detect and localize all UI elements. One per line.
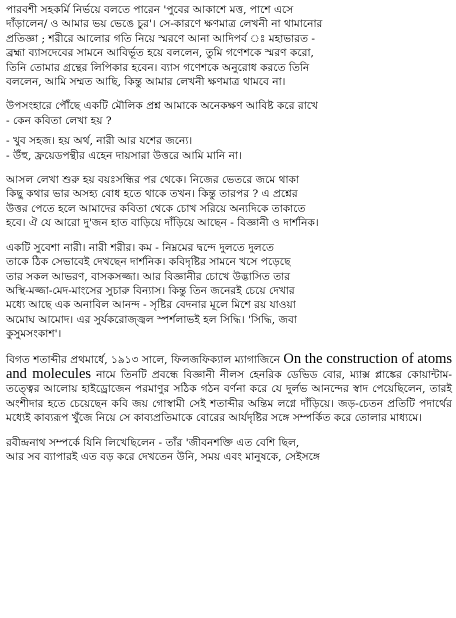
text-line: অস্থি-মজ্জা-মেদ-মাংসের সুচারু বিন্যাস। কিন্তু তিন জনেরই চেয়ে দেখার xyxy=(6,284,295,297)
text-line: আসল লেখা শুরু হয় বয়ঃসন্ধির পর থেকে। নিজের ভেতরে জমে থাকা xyxy=(6,174,300,187)
text-line: - খুব সহজ। হয় অর্থ, নারী আর যশের জন্যে। xyxy=(6,135,193,148)
text-line: আর সব ব্যাপারই এত বড় করে দেখতেন উনি, সময় এবং মানুষকে, সেইসঙ্গে xyxy=(6,450,320,463)
text-line: কুসুমসংকাশ'। xyxy=(6,328,62,341)
text-line: তাকে ঠিক সেভাবেই দেখছেন দার্শনিক। কবিদৃষ্টির সামনে খসে পড়েছে xyxy=(6,256,291,269)
paragraph-rabindranath xyxy=(6,436,452,465)
text-line: প্রতিজ্ঞা ; শরীরে আলোর গতি নিয়ে স্মরণে আনা আদিপর্ব ঃ মহাভারত - xyxy=(6,32,315,45)
paragraph-bohr xyxy=(6,352,452,426)
paragraph-woman xyxy=(6,241,452,342)
text-line: উত্তর পেতে হলে আমাদের কবিতা থেকে চোখ সরিয়ে অন্যদিকে তাকাতে xyxy=(6,202,306,215)
text-line: - উঁহু, ফ্রয়েডপন্থীর এহেন দায়সারা উত্তরে আমি মানি না। xyxy=(6,149,242,162)
text-line: পারবশী সহকৰ্মি নির্ভয়ে বলতে পারেন 'পুবের আকাশে মত্ত, পাশে এসে xyxy=(6,4,294,16)
paragraph-question xyxy=(6,99,452,163)
text-line: কিছু কথার ভার অসহ্য বোধ হতে থাকে তখন। কিন্তু তারপর ? এ প্রশ্নের xyxy=(6,188,298,201)
text-line: তার সকল আভরণ, বাসকসজ্জা। আর বিজ্ঞানীর চোখে উদ্ভাসিত তার xyxy=(6,270,291,283)
text-segment: বিগত শতাব্দীর প্রথমার্ধে, ১৯১৩ সালে, ফিলজফিক্যাল ম্যাগাজিনে xyxy=(6,353,284,366)
text-line: তিনি তোমার গ্রন্থের লিপিকার হবেন। ব্যাস গণেশকে অনুরোধ করতে তিনি xyxy=(6,61,310,74)
text-segment: নামে তিনটি প্রবন্ধে বিজ্ঞানী নীলস হেনরিক ডেভিড বোর, ম্যাক্স প্লাঙ্কের কোয়ান্টাম-তত্ত্বের আলোয় হাইড্রোজেন পরমাণুর সঠিক গঠন বর্ণনা করে যে দুর্লভ আনন্দের স্বাদ পেয়েছিলেন, তারই অংশীদার হতে চেয়েছেন কবি জয় গোস্বামী সেই শতাব্দীর অন্তিম লগ্নে দাঁড়িয়ে। জড়-চেতন প্রতিটি পদার্থের মধ্যেই কাব্যরূপ খুঁজে নিয়ে সে কাব্যপ্রতিমাকে বোরের আর্যদৃষ্টির সঙ্গে সম্পর্কিত করে তোলার মাধ্যমে। xyxy=(6,368,452,425)
text-line: হবে। ঐ যে আরো দু'জন হাত বাড়িয়ে দাঁড়িয়ে আছেন - বিজ্ঞানী ও দার্শনিক। xyxy=(6,217,319,230)
text-line: ব্রহ্মা ব্যাসদেবের সামনে আবির্ভূত হয়ে বললেন, তুমি গণেশকে স্মরণ করো, xyxy=(6,47,314,60)
paragraph-opening xyxy=(6,3,452,89)
text-line: রবীন্দ্রনাথ সম্পর্কে যিনি লিখেছিলেন - তাঁর 'জীবনশক্তি এত বেশি ছিল, xyxy=(6,436,300,449)
text-line: মধ্যে আছে এক অনাবিল আনন্দ - সৃষ্টির বেদনার মূলে মিশে রয় যাওয়া xyxy=(6,299,296,312)
text-line: একটি সুবেশা নারী। নারী শরীর। কম - নিম্নমের দ্বন্দে দুলতে দুলতে xyxy=(6,241,274,254)
text-line: - কেন কবিতা লেখা হয় ? xyxy=(6,114,112,127)
text-line: উপসংহারে পৌঁছে একটি মৌলিক প্রশ্ন আমাকে অনেকক্ষণ আবিষ্ট করে রাখে xyxy=(6,100,318,113)
text-line: অমোঘ আমোদ। এর সুর্যকরোজ্জ্বল স্পর্শলাভই হল সিদ্ধি। 'সিদ্ধি, জবা xyxy=(6,313,297,326)
text-line: বললেন, আমি সম্মত আছি, কিন্তু আমার লেখনী ক্ষণমাত্র থামবে না। xyxy=(6,76,286,89)
paragraph-real-writing xyxy=(6,173,452,231)
text-line: দাঁড়ালেন/ ও আমার ভয় ভেঙে চুর'। সে-কারণে ক্ষণমাত্র লেখনী না থামানোর xyxy=(6,18,323,31)
paper-title-text: On the construction of atoms and molecules xyxy=(6,350,452,382)
